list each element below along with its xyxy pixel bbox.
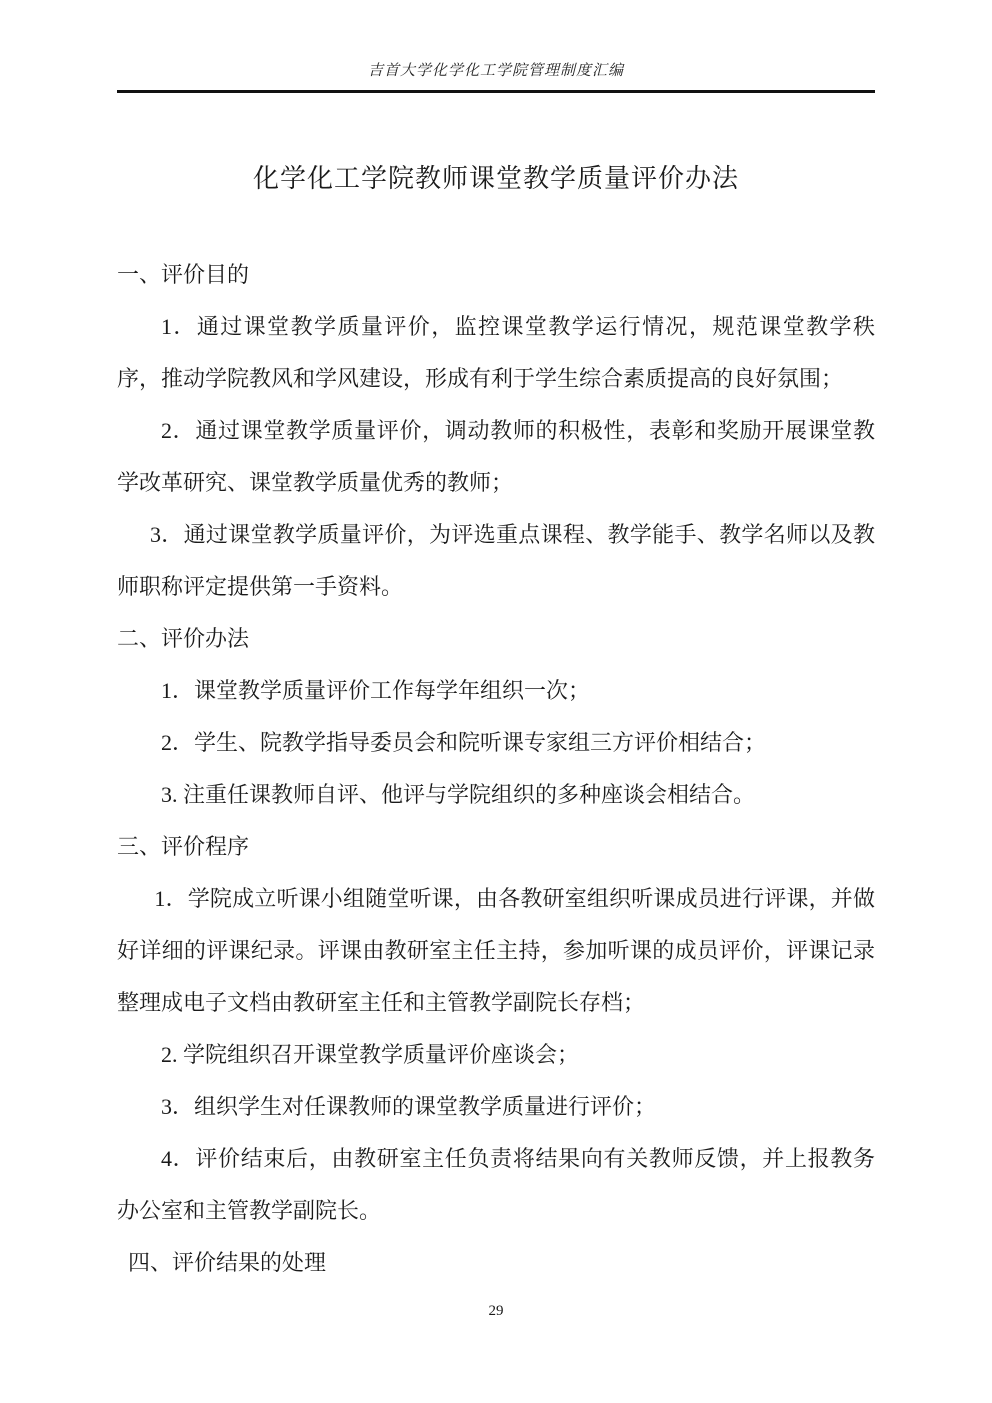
numbered-item: 1．学院成立听课小组随堂听课，由各教研室组织听课成员进行评课，并做好详细的评课纪录。评课由教研室主任主持，参加听课的成员评价，评课记录整理成电子文档由教研室主任和主管教学副院长存档；	[117, 886, 875, 1015]
page-title: 化学化工学院教师课堂教学质量评价办法	[252, 164, 739, 193]
document-body	[117, 249, 875, 1289]
numbered-item: 3. 注重任课教师自评、他评与学院组织的多种座谈会相结合。	[161, 782, 756, 807]
numbered-item: 1．通过课堂教学质量评价，监控课堂教学运行情况，规范课堂教学秩序，推动学院教风和学风建设，形成有利于学生综合素质提高的良好氛围；	[117, 314, 875, 391]
section-heading: 二、评价办法	[117, 626, 250, 651]
numbered-item: 2. 学院组织召开课堂教学质量评价座谈会；	[161, 1042, 580, 1067]
numbered-item: 1．课堂教学质量评价工作每学年组织一次；	[161, 678, 591, 703]
section-heading: 四、评价结果的处理	[128, 1250, 327, 1275]
header-divider	[117, 90, 875, 93]
numbered-item: 3．组织学生对任课教师的课堂教学质量进行评价；	[161, 1094, 657, 1119]
numbered-item: 4．评价结束后，由教研室主任负责将结果向有关教师反馈，并上报教务办公室和主管教学副院长。	[117, 1146, 875, 1223]
page-header	[117, 0, 875, 93]
numbered-item: 3．通过课堂教学质量评价，为评选重点课程、教学能手、教学名师以及教师职称评定提供第一手资料。	[117, 522, 875, 599]
page-number: 29	[488, 1303, 504, 1319]
section-heading: 一、评价目的	[117, 262, 250, 287]
numbered-item: 2．通过课堂教学质量评价，调动教师的积极性，表彰和奖励开展课堂教学改革研究、课堂教学质量优秀的教师；	[117, 418, 875, 495]
header-running-title: 吉首大学化学化工学院管理制度汇编	[367, 63, 624, 79]
numbered-item: 2．学生、院教学指导委员会和院听课专家组三方评价相结合；	[161, 730, 767, 755]
page-footer	[0, 1300, 992, 1322]
section-heading: 三、评价程序	[117, 834, 250, 859]
